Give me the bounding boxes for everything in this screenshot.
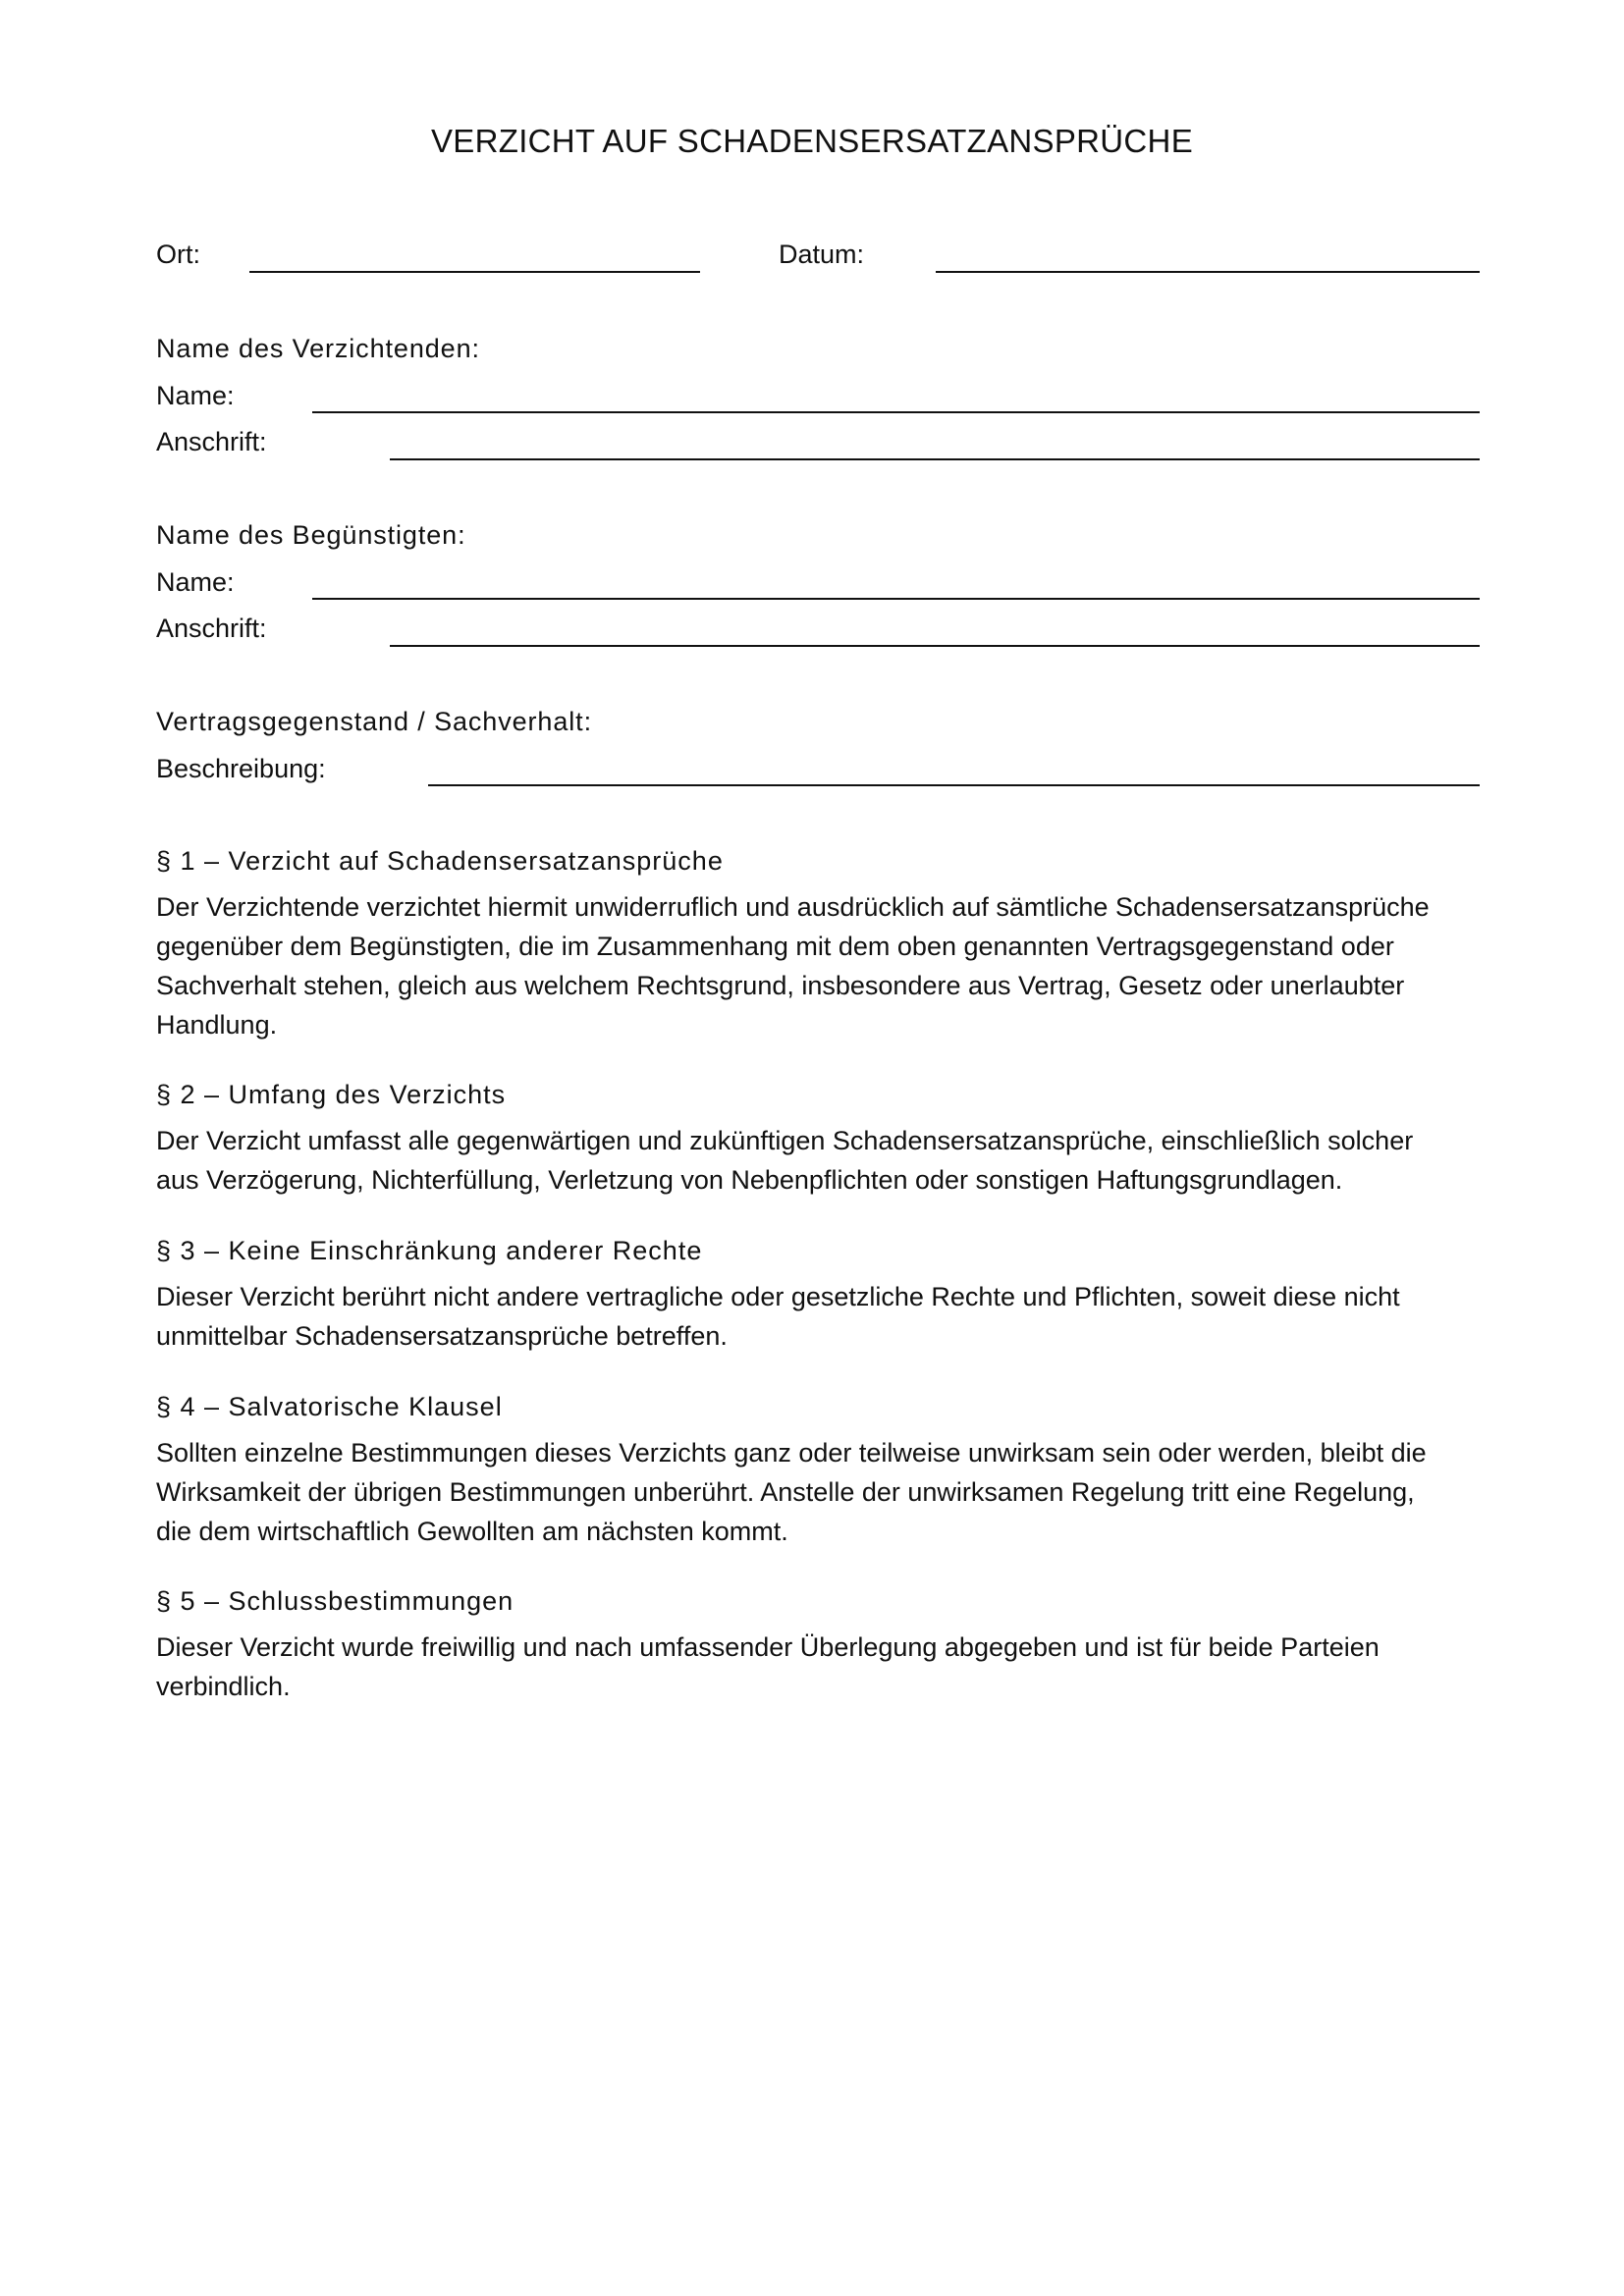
section-5-body [156,1628,1491,1706]
section-2-heading: § 2 – Umfang des Verzichts [156,1080,507,1109]
section-1-line: gegenüber dem Begünstigten, die im Zusammenhang mit dem oben genannten Vertragsgegenstand oder [156,932,1394,961]
section-4-body [156,1433,1491,1551]
section-2-line: aus Verzögerung, Nichterfüllung, Verletzung von Nebenpflichten oder sonstigen Haftungsgrundlagen. [156,1165,1343,1195]
datum-label: Datum: [779,240,865,269]
section-4-line: Sollten einzelne Bestimmungen dieses Verzichts ganz oder teilweise unwirksam sein oder werden, bleibt die [156,1438,1427,1468]
vertrag-heading: Vertragsgegenstand / Sachverhalt: [156,707,592,736]
section-5-line: verbindlich. [156,1672,291,1701]
section-3-line: Dieser Verzicht berührt nicht andere vertragliche oder gesetzliche Rechte und Pflichten, soweit diese nicht [156,1282,1400,1311]
verzichtender-anschrift-line[interactable] [390,458,1480,460]
section-1-line: Der Verzichtende verzichtet hiermit unwiderruflich und ausdrücklich auf sämtliche Schadensersatzansprüche [156,892,1430,922]
verzichtender-name-line[interactable] [312,411,1480,413]
section-5-line: Dieser Verzicht wurde freiwillig und nach umfassender Überlegung abgegeben und ist für beide Parteien [156,1632,1380,1662]
section-3-line: unmittelbar Schadensersatzansprüche betreffen. [156,1321,728,1351]
document-title: VERZICHT AUF SCHADENSERSATZANSPRÜCHE [430,123,1194,159]
verzichtender-heading: Name des Verzichtenden: [156,334,480,363]
verzichtender-anschrift-label: Anschrift: [156,427,267,456]
section-2-line: Der Verzicht umfasst alle gegenwärtigen und zukünftigen Schadensersatzansprüche, einschließlich solcher [156,1126,1414,1155]
section-4-heading: § 4 – Salvatorische Klausel [156,1392,503,1421]
section-1-heading: § 1 – Verzicht auf Schadensersatzansprüche [156,846,724,876]
section-5-heading: § 5 – Schlussbestimmungen [156,1586,514,1616]
ort-label: Ort: [156,240,200,269]
ort-line[interactable] [249,271,700,273]
beguenstigter-heading: Name des Begünstigten: [156,520,466,550]
beguenstigter-name-line[interactable] [312,598,1480,600]
section-2-body [156,1121,1491,1200]
section-3-body [156,1277,1491,1356]
section-3-heading: § 3 – Keine Einschränkung anderer Rechte [156,1236,703,1265]
section-1-line: Handlung. [156,1010,278,1040]
beschreibung-line[interactable] [428,784,1480,786]
beguenstigter-anschrift-label: Anschrift: [156,614,267,643]
section-1-line: Sachverhalt stehen, gleich aus welchem Rechtsgrund, insbesondere aus Vertrag, Gesetz oder unerlaubter [156,971,1405,1000]
beguenstigter-name-label: Name: [156,567,235,597]
beschreibung-label: Beschreibung: [156,754,326,783]
section-4-line: Wirksamkeit der übrigen Bestimmungen unberührt. Anstelle der unwirksamen Regelung tritt eine Regelung, [156,1477,1415,1507]
section-4-line: die dem wirtschaftlich Gewollten am nächsten kommt. [156,1517,788,1546]
section-1-body [156,887,1491,1044]
beguenstigter-anschrift-line[interactable] [390,645,1480,647]
datum-line[interactable] [936,271,1480,273]
verzichtender-name-label: Name: [156,381,235,410]
